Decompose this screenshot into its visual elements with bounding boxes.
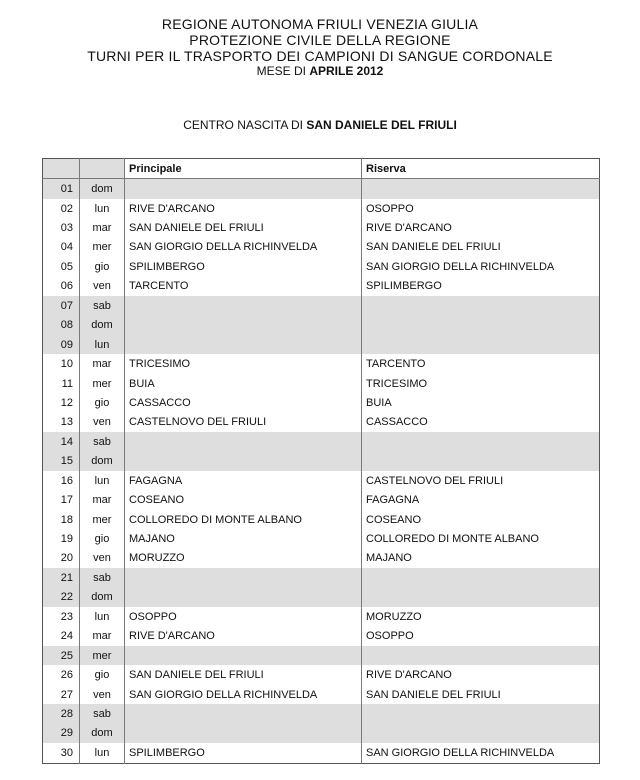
weekday-cell: mar <box>80 218 125 237</box>
principale-cell <box>125 646 362 665</box>
riserva-cell: OSOPPO <box>362 627 600 646</box>
weekday-cell: mer <box>80 510 125 529</box>
day-number-cell: 25 <box>43 646 80 665</box>
weekday-cell: ven <box>80 413 125 432</box>
riserva-cell: MAJANO <box>362 549 600 568</box>
table-row <box>43 335 600 354</box>
principale-cell: OSOPPO <box>125 607 362 626</box>
principale-cell <box>125 316 362 335</box>
birth-center-line <box>0 118 640 132</box>
weekday-cell: ven <box>80 549 125 568</box>
principale-cell <box>125 179 362 199</box>
principale-cell <box>125 724 362 743</box>
riserva-cell: SAN DANIELE DEL FRIULI <box>362 685 600 704</box>
weekday-cell: gio <box>80 529 125 548</box>
day-number-cell: 11 <box>43 374 80 393</box>
riserva-cell: BUIA <box>362 393 600 412</box>
day-number-cell: 01 <box>43 179 80 199</box>
riserva-cell: FAGAGNA <box>362 490 600 509</box>
day-number-cell: 29 <box>43 724 80 743</box>
schedule-header-row <box>43 159 600 179</box>
day-number-cell: 28 <box>43 704 80 723</box>
document-header <box>0 16 640 78</box>
day-number-cell: 19 <box>43 529 80 548</box>
riserva-cell: CASTELNOVO DEL FRIULI <box>362 471 600 490</box>
header-riserva: Riserva <box>362 159 600 179</box>
table-row <box>43 296 600 315</box>
month-line <box>0 64 640 78</box>
month-value: APRILE 2012 <box>309 64 384 78</box>
day-number-cell: 02 <box>43 199 80 218</box>
header-principale: Principale <box>125 159 362 179</box>
principale-cell: BUIA <box>125 374 362 393</box>
principale-cell <box>125 588 362 607</box>
principale-cell: MAJANO <box>125 529 362 548</box>
department-title: PROTEZIONE CIVILE DELLA REGIONE <box>189 32 451 48</box>
schedule-table <box>42 158 600 764</box>
weekday-cell: sab <box>80 296 125 315</box>
riserva-cell <box>362 588 600 607</box>
principale-cell <box>125 704 362 723</box>
day-number-cell: 09 <box>43 335 80 354</box>
day-number-cell: 23 <box>43 607 80 626</box>
riserva-cell: SAN GIORGIO DELLA RICHINVELDA <box>362 743 600 763</box>
principale-cell: MORUZZO <box>125 549 362 568</box>
principale-cell: CASSACCO <box>125 393 362 412</box>
riserva-cell: COLLOREDO DI MONTE ALBANO <box>362 529 600 548</box>
table-row <box>43 432 600 451</box>
riserva-cell <box>362 335 600 354</box>
weekday-cell: mer <box>80 646 125 665</box>
principale-cell <box>125 296 362 315</box>
weekday-cell: ven <box>80 685 125 704</box>
table-row <box>43 646 600 665</box>
principale-cell <box>125 335 362 354</box>
header-day-number <box>43 159 80 179</box>
day-number-cell: 05 <box>43 257 80 276</box>
principale-cell: SPILIMBERGO <box>125 257 362 276</box>
table-row <box>43 374 600 393</box>
document-title: TURNI PER IL TRASPORTO DEI CAMPIONI DI SANGUE CORDONALE <box>87 48 553 64</box>
weekday-cell: mer <box>80 238 125 257</box>
table-row <box>43 704 600 723</box>
birth-center-prefix: CENTRO NASCITA DI <box>183 118 307 132</box>
riserva-cell <box>362 568 600 587</box>
principale-cell <box>125 568 362 587</box>
table-row <box>43 199 600 218</box>
table-row <box>43 179 600 199</box>
weekday-cell: sab <box>80 568 125 587</box>
weekday-cell: gio <box>80 393 125 412</box>
riserva-cell: SPILIMBERGO <box>362 277 600 296</box>
riserva-cell <box>362 452 600 471</box>
table-row <box>43 257 600 276</box>
table-row <box>43 665 600 684</box>
table-row <box>43 471 600 490</box>
riserva-cell <box>362 704 600 723</box>
day-number-cell: 12 <box>43 393 80 412</box>
riserva-cell: CASSACCO <box>362 413 600 432</box>
month-prefix: MESE DI <box>256 64 310 78</box>
schedule-body <box>43 179 600 763</box>
day-number-cell: 24 <box>43 627 80 646</box>
riserva-cell <box>362 724 600 743</box>
table-row <box>43 490 600 509</box>
weekday-cell: ven <box>80 277 125 296</box>
table-row <box>43 510 600 529</box>
weekday-cell: gio <box>80 257 125 276</box>
table-row <box>43 568 600 587</box>
day-number-cell: 30 <box>43 743 80 763</box>
table-row <box>43 218 600 237</box>
table-row <box>43 354 600 373</box>
riserva-cell: SAN GIORGIO DELLA RICHINVELDA <box>362 257 600 276</box>
day-number-cell: 13 <box>43 413 80 432</box>
day-number-cell: 10 <box>43 354 80 373</box>
table-row <box>43 277 600 296</box>
birth-center-name: SAN DANIELE DEL FRIULI <box>306 118 457 132</box>
day-number-cell: 27 <box>43 685 80 704</box>
table-row <box>43 743 600 763</box>
header-weekday <box>80 159 125 179</box>
table-row <box>43 452 600 471</box>
principale-cell: FAGAGNA <box>125 471 362 490</box>
weekday-cell: lun <box>80 607 125 626</box>
riserva-cell: RIVE D'ARCANO <box>362 218 600 237</box>
table-row <box>43 413 600 432</box>
principale-cell: RIVE D'ARCANO <box>125 627 362 646</box>
riserva-cell: COSEANO <box>362 510 600 529</box>
day-number-cell: 26 <box>43 665 80 684</box>
table-row <box>43 627 600 646</box>
weekday-cell: mar <box>80 490 125 509</box>
weekday-cell: sab <box>80 704 125 723</box>
weekday-cell: mar <box>80 627 125 646</box>
riserva-cell: RIVE D'ARCANO <box>362 665 600 684</box>
riserva-cell <box>362 432 600 451</box>
riserva-cell <box>362 296 600 315</box>
day-number-cell: 14 <box>43 432 80 451</box>
day-number-cell: 06 <box>43 277 80 296</box>
riserva-cell: TARCENTO <box>362 354 600 373</box>
table-row <box>43 549 600 568</box>
weekday-cell: mar <box>80 354 125 373</box>
table-row <box>43 724 600 743</box>
table-row <box>43 316 600 335</box>
riserva-cell: OSOPPO <box>362 199 600 218</box>
weekday-cell: lun <box>80 471 125 490</box>
riserva-cell <box>362 316 600 335</box>
principale-cell: SAN DANIELE DEL FRIULI <box>125 218 362 237</box>
day-number-cell: 08 <box>43 316 80 335</box>
principale-cell: CASTELNOVO DEL FRIULI <box>125 413 362 432</box>
weekday-cell: dom <box>80 316 125 335</box>
riserva-cell <box>362 179 600 199</box>
table-row <box>43 529 600 548</box>
day-number-cell: 17 <box>43 490 80 509</box>
principale-cell: TARCENTO <box>125 277 362 296</box>
day-number-cell: 03 <box>43 218 80 237</box>
day-number-cell: 07 <box>43 296 80 315</box>
principale-cell: COLLOREDO DI MONTE ALBANO <box>125 510 362 529</box>
principale-cell: SPILIMBERGO <box>125 743 362 763</box>
weekday-cell: lun <box>80 199 125 218</box>
riserva-cell <box>362 646 600 665</box>
day-number-cell: 22 <box>43 588 80 607</box>
riserva-cell: MORUZZO <box>362 607 600 626</box>
principale-cell <box>125 432 362 451</box>
weekday-cell: dom <box>80 588 125 607</box>
principale-cell <box>125 452 362 471</box>
weekday-cell: lun <box>80 743 125 763</box>
day-number-cell: 16 <box>43 471 80 490</box>
day-number-cell: 18 <box>43 510 80 529</box>
riserva-cell: SAN DANIELE DEL FRIULI <box>362 238 600 257</box>
weekday-cell: mer <box>80 374 125 393</box>
day-number-cell: 15 <box>43 452 80 471</box>
principale-cell: TRICESIMO <box>125 354 362 373</box>
weekday-cell: gio <box>80 665 125 684</box>
weekday-cell: dom <box>80 179 125 199</box>
table-row <box>43 685 600 704</box>
table-row <box>43 588 600 607</box>
day-number-cell: 20 <box>43 549 80 568</box>
principale-cell: COSEANO <box>125 490 362 509</box>
weekday-cell: dom <box>80 452 125 471</box>
principale-cell: SAN GIORGIO DELLA RICHINVELDA <box>125 238 362 257</box>
weekday-cell: sab <box>80 432 125 451</box>
day-number-cell: 21 <box>43 568 80 587</box>
principale-cell: RIVE D'ARCANO <box>125 199 362 218</box>
principale-cell: SAN DANIELE DEL FRIULI <box>125 665 362 684</box>
table-row <box>43 393 600 412</box>
table-row <box>43 607 600 626</box>
weekday-cell: dom <box>80 724 125 743</box>
day-number-cell: 04 <box>43 238 80 257</box>
riserva-cell: TRICESIMO <box>362 374 600 393</box>
table-row <box>43 238 600 257</box>
weekday-cell: lun <box>80 335 125 354</box>
region-title: REGIONE AUTONOMA FRIULI VENEZIA GIULIA <box>161 16 479 32</box>
principale-cell: SAN GIORGIO DELLA RICHINVELDA <box>125 685 362 704</box>
